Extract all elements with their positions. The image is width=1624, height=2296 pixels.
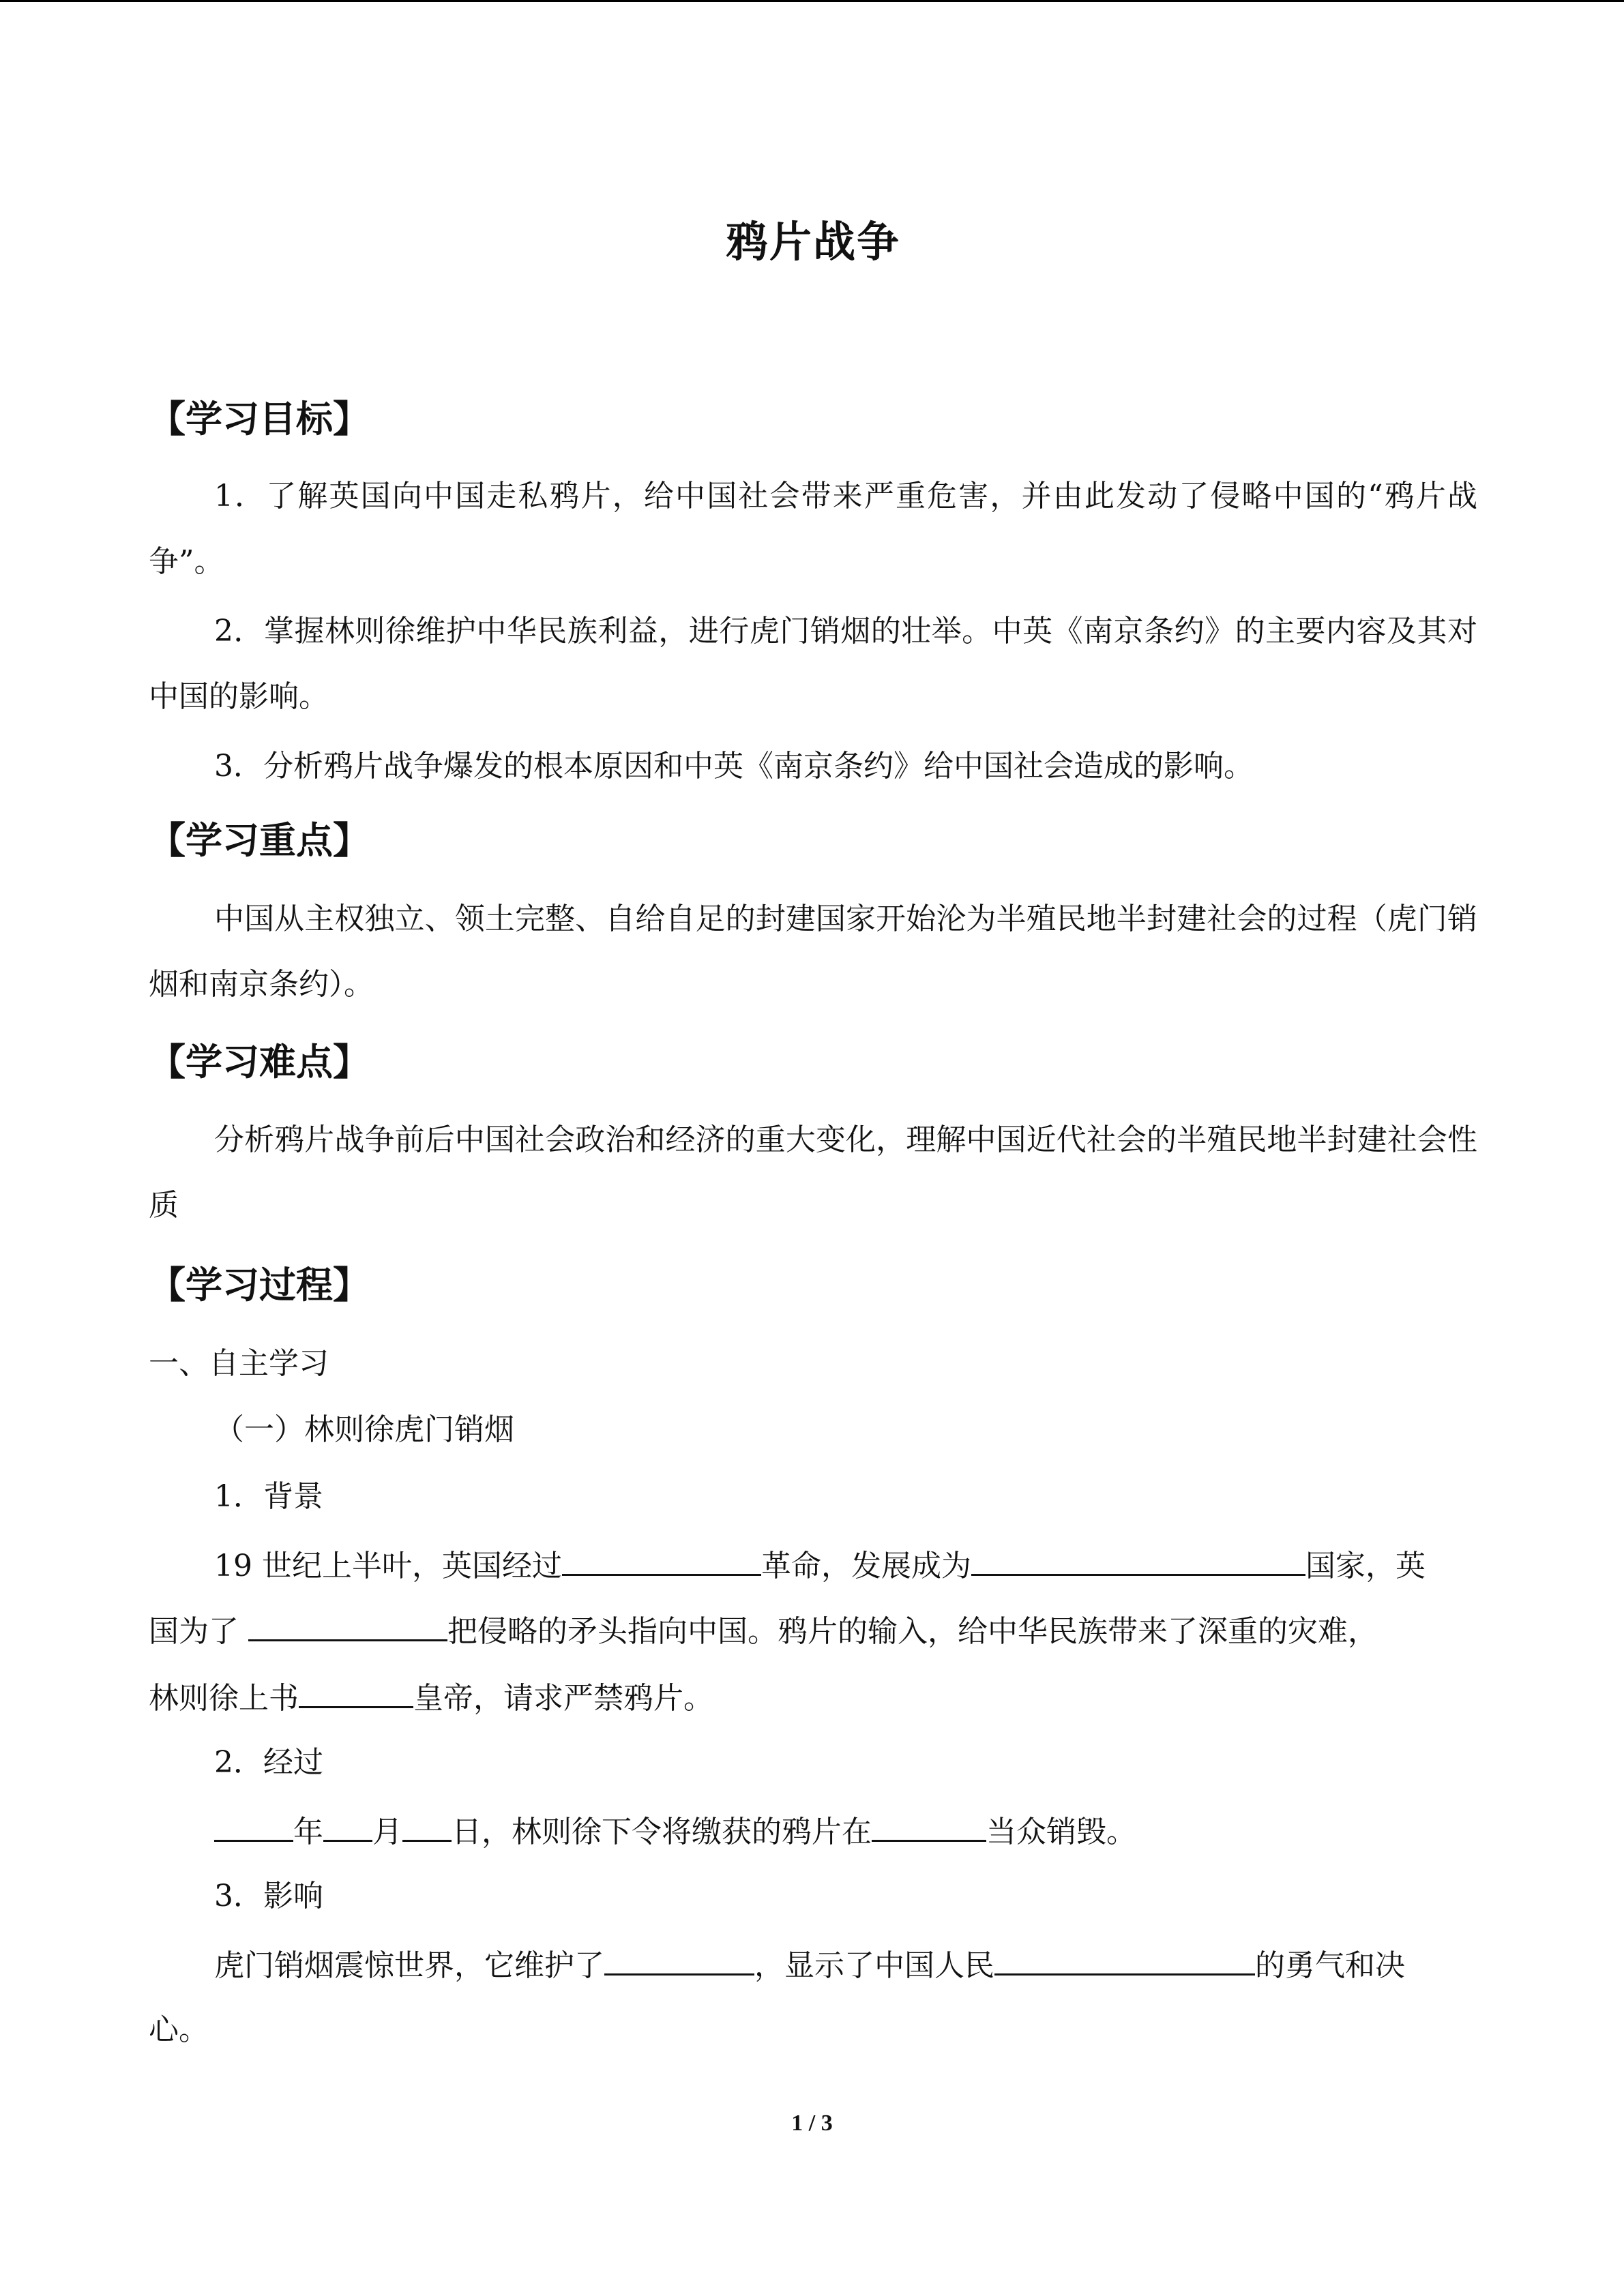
blank-country-type[interactable]: [971, 1540, 1305, 1576]
blank-revolution[interactable]: [562, 1540, 761, 1576]
difficulties-text: 分析鸦片战争前后中国社会政治和经济的重大变化，理解中国近代社会的半殖民地半封建社会性质: [149, 1122, 1477, 1223]
impact-text-2: ，显示了中国人民: [754, 1948, 994, 1983]
blank-day[interactable]: [402, 1806, 452, 1842]
blank-location[interactable]: [872, 1806, 986, 1842]
background-line-3: [149, 1672, 713, 1723]
impact-title: 3．影响: [214, 1879, 323, 1913]
course-line: [214, 1806, 1136, 1856]
page-number: 1 / 3: [791, 2111, 833, 2136]
heading-learning-process: 【学习过程】: [149, 1264, 370, 1307]
heading-difficulties: 【学习难点】: [149, 1041, 370, 1084]
impact-text-3: 的勇气和决: [1255, 1948, 1405, 1983]
blank-purpose[interactable]: [248, 1605, 447, 1641]
heading-key-points: 【学习重点】: [149, 819, 370, 862]
course-day-text: 日，林则徐下令将缴获的鸦片在: [452, 1815, 872, 1849]
bg-text-5: 把侵略的矛头指向中国。鸦片的输入，给中华民族带来了深重的灾难，: [447, 1614, 1378, 1649]
background-title: 1．背景: [214, 1479, 323, 1514]
course-title: 2．经过: [214, 1745, 323, 1780]
blank-maintained[interactable]: [604, 1939, 754, 1976]
goal-item-3: 3．分析鸦片战争爆发的根本原因和中英《南京条约》给中国社会造成的影响。: [214, 749, 1254, 784]
goal-item-2: 2．掌握林则徐维护中华民族利益，进行虎门销烟的壮举。中英《南京条约》的主要内容及其对中国的影响。: [149, 614, 1477, 714]
course-month-label: 月: [372, 1815, 402, 1849]
bg-text-4: 国为了: [149, 1614, 248, 1649]
bg-text-3: 国家，英: [1305, 1549, 1426, 1583]
blank-year[interactable]: [214, 1806, 293, 1842]
bg-text-6: 林则徐上书: [149, 1681, 299, 1716]
course-end-text: 当众销毁。: [986, 1815, 1136, 1849]
part-self-study: 一、自主学习: [149, 1346, 329, 1381]
blank-spirit[interactable]: [994, 1939, 1255, 1976]
bg-text-7: 皇帝，请求严禁鸦片。: [413, 1681, 713, 1716]
background-line-2: [149, 1605, 1378, 1656]
page-title: 鸦片战争: [725, 217, 900, 267]
impact-line-2: 心。: [149, 2012, 209, 2047]
top-border-line: [0, 0, 1624, 2]
blank-emperor[interactable]: [299, 1672, 413, 1708]
goal-item-1: 1．了解英国向中国走私鸦片，给中国社会带来严重危害，并由此发动了侵略中国的“鸦片战争”。: [149, 479, 1477, 579]
subsection-humen: （一）林则徐虎门销烟: [214, 1412, 514, 1447]
course-year-label: 年: [293, 1815, 323, 1849]
impact-line-1: [214, 1939, 1405, 1990]
key-points-text: 中国从主权独立、领土完整、自给自足的封建国家开始沦为半殖民地半封建社会的过程（虎门销烟和南京条约）。: [149, 901, 1477, 1002]
bg-text-1: 19 世纪上半叶，英国经过: [214, 1549, 562, 1583]
heading-learning-goals: 【学习目标】: [149, 398, 370, 441]
background-line-1: [214, 1540, 1426, 1590]
impact-text-1: 虎门销烟震惊世界，它维护了: [214, 1948, 604, 1983]
blank-month[interactable]: [323, 1806, 372, 1842]
bg-text-2: 革命，发展成为: [761, 1549, 971, 1583]
